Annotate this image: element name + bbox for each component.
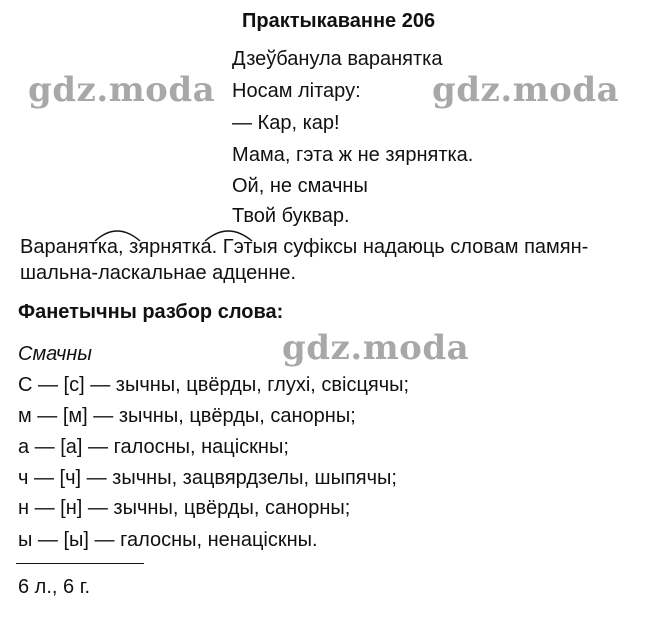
poem-line: Мама, гэта ж не зярнятка. [232,144,474,166]
phonetic-row: м — [м] — зычны, цвёрды, санорны; [18,405,356,427]
divider-line [16,563,144,564]
poem-line: Дзеўбанула варанятка [232,48,443,70]
analysis-heading: Фанетычны разбор слова: [18,301,284,323]
phonetic-row: а — [а] — галосны, націскны; [18,436,289,458]
phonetic-row: С — [с] — зычны, цвёрды, глухі, свісцячы; [18,374,410,396]
phonetic-row: ч — [ч] — зычны, зацвярдзелы, шыпячы; [18,467,397,489]
explanation-line: шальна-ласкальнае адценне. [20,262,297,284]
poem-line: Ой, не смачны [232,175,368,197]
analysed-word: Смачны [18,343,93,365]
watermark: gdz.moda [432,70,620,110]
poem-line: Носам літару: [232,80,361,102]
phonetic-row: ы — [ы] — галосны, ненаціскны. [18,529,318,551]
poem-line: — Кар, кар! [232,112,340,134]
watermark: gdz.moda [28,70,216,110]
phonetic-row: н — [н] — зычны, цвёрды, санорны; [18,497,351,519]
poem-line: Твой буквар. [232,205,350,227]
explanation-line: Варанятка, зярнятка. Гэтыя суфіксы надаюць словам памян- [20,236,589,258]
watermark: gdz.moda [282,328,470,368]
letter-sound-count: 6 л., 6 г. [18,576,91,598]
exercise-title: Практыкаванне 206 [242,10,436,32]
